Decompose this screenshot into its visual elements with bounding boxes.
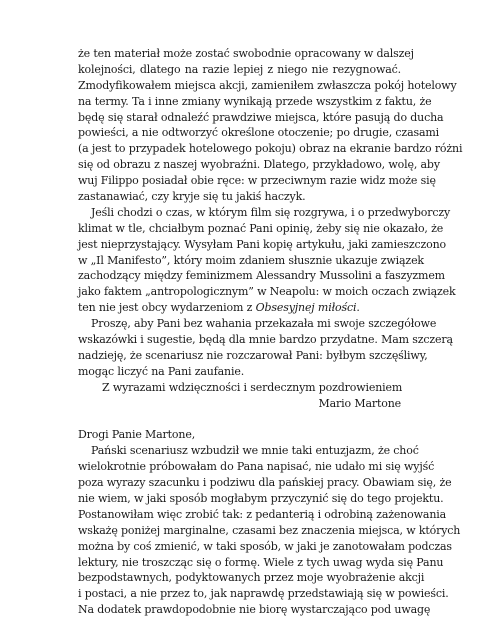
text-line: jako faktem „antropologicznym” w Neapolu: w moich oczach związek (78, 285, 456, 299)
book-title: Obsesyjnej miłości (255, 301, 357, 315)
text-line: kolejności, dlatego na razie lepiej z niego nie rezygnować. (78, 62, 401, 76)
text-line: jest nieprzystający. Wysyłam Pani kopię artykułu, jaki zamieszczono (78, 237, 446, 251)
text-line: będę się starał odnaleźć prawdziwe miejsca, które pasują do ducha (78, 110, 444, 124)
text-line: lektury, nie troszcząc się o formę. Wiele z tych uwag wyda się Panu (78, 555, 444, 569)
blank-line (78, 411, 401, 427)
signature: Mario Martone (318, 396, 401, 410)
text-line: powieści, a nie odtworzyć określone otoczenie; po drugie, czasami (78, 126, 440, 140)
text-line: wielokrotnie próbowałam do Pana napisać, nie udało mi się wyjść (78, 460, 435, 474)
text-line: Jeśli chodzi o czas, w którym film się rozgrywa, i o przedwyborczy (91, 205, 451, 219)
text-segment: . (356, 301, 360, 315)
text-line: nadzieję, że scenariusz nie rozczarował Pani: byłbym szczęśliwy, (78, 348, 428, 362)
salutation: Drogi Panie Martone, (78, 428, 196, 442)
text-line: poza wyrazy szacunku i podziwu dla pańskiej pracy. Obawiam się, że (78, 476, 452, 490)
text-segment: ten nie jest obcy wydarzeniom z (78, 301, 256, 315)
text-line: Postanowiłam więc zrobić tak: z pedanterią i odrobiną zażenowania (78, 507, 447, 521)
text-line: zachodzący między feminizmem Alessandry Mussolini a faszyzmem (78, 269, 445, 283)
text-line: że ten materiał może zostać swobodnie opracowany w dalszej (78, 47, 414, 60)
text-line: (a jest to przypadek hotelowego pokoju) obraz na ekranie bardzo różni (78, 142, 463, 156)
text-line: można by coś zmienić, w taki sposób, w jaki je zanotowałam podczas (78, 539, 452, 553)
text-line: Zmodyfikowałem miejsca akcji, zamieniłem zwłaszcza pokój hotelowy (78, 78, 457, 92)
text-line: klimat w tle, chciałbym poznać Pani opinię, żeby się nie okazało, że (78, 221, 444, 235)
text-line: mogąc liczyć na Pani zaufanie. (78, 364, 245, 378)
text-line: nie wiem, w jaki sposób mogłabym przyczynić się do tego projektu. (78, 491, 444, 505)
text-line: wskazówki i sugestie, będą dla mnie bardzo przydatne. Mam szczerą (78, 333, 453, 347)
text-line: na termy. Ta i inne zmiany wynikają przede wszystkim z faktu, że (78, 94, 432, 108)
text-line: w „Il Manifesto”, który moim zdaniem słusznie ukazuje związek (78, 253, 424, 267)
text-line: się od obrazu z naszej wyobraźni. Dlatego, przykładowo, wolę, aby (78, 158, 440, 172)
text-line: wskażę poniżej marginalne, czasami bez znaczenia miejsca, w których (78, 523, 461, 537)
text-line: Pański scenariusz wzbudził we mnie taki entuzjazm, że choć (91, 444, 419, 458)
document-page (78, 46, 463, 618)
text-line: Na dodatek prawdopodobnie nie biorę wystarczająco pod uwagę (78, 603, 431, 617)
text-line (78, 300, 401, 316)
text-line: Proszę, aby Pani bez wahania przekazała mi swoje szczegółowe (91, 317, 437, 331)
text-line: wuj Filippo posiadał obie ręce: w przeciwnym razie widz może się (78, 174, 436, 188)
text-line: i postaci, a nie przez to, jak naprawdę przedstawiają się w powieści. (78, 587, 449, 601)
text-line: bezpodstawnych, podyktowanych przez moje wyobrażenie akcji (78, 571, 425, 585)
text-line: zastanawiać, czy kryje się tu jakiś haczyk. (78, 190, 306, 204)
closing-line: Z wyrazami wdzięczności i serdecznym pozdrowieniem (102, 380, 403, 394)
